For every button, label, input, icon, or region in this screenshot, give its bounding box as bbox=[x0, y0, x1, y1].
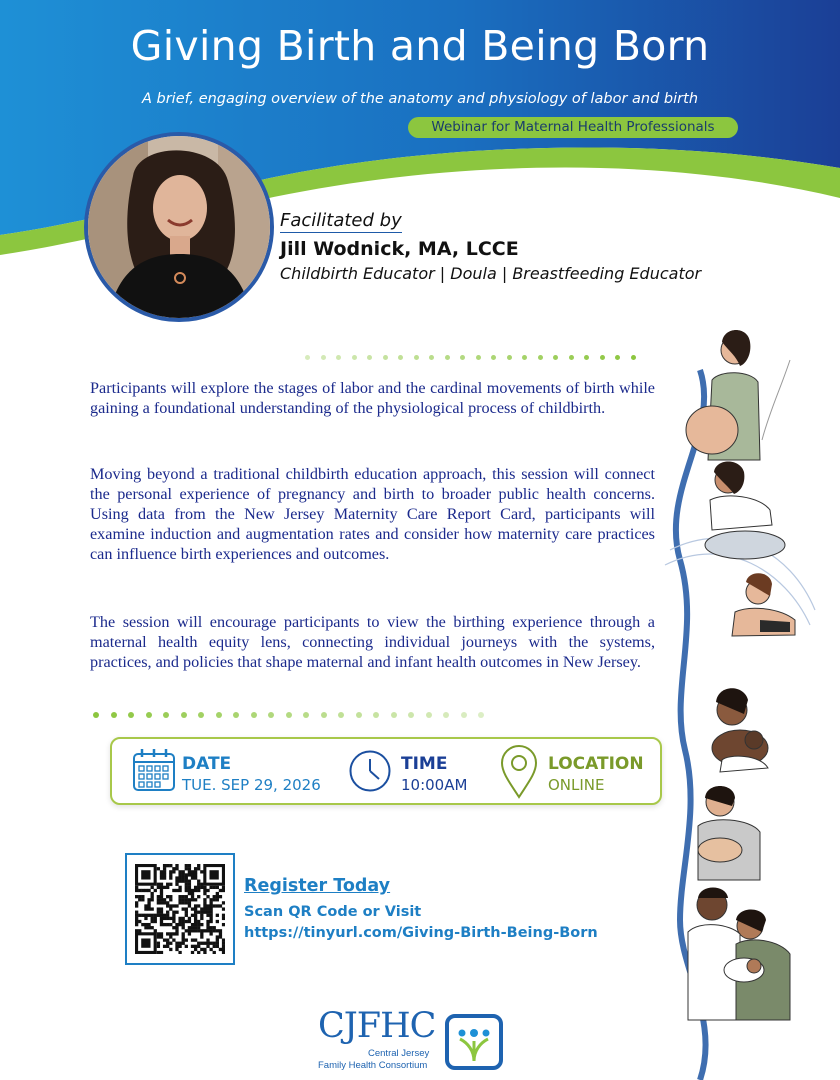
divider-dot bbox=[507, 355, 512, 360]
divider-dot bbox=[615, 355, 620, 360]
divider-dot bbox=[128, 712, 134, 718]
divider-dot bbox=[146, 712, 152, 718]
body-paragraph-2: Moving beyond a traditional childbirth education approach, this session will connect the personal experience of pregnancy and birth to broader public health concerns. Using data from the New Jersey Maternity Care Report Card, participants will examine induction and augmentation rates and consider how maternity care practices can influence birth experiences and outcomes. bbox=[90, 465, 655, 563]
divider-dot bbox=[321, 355, 326, 360]
divider-dot bbox=[383, 355, 388, 360]
divider-dot bbox=[336, 355, 341, 360]
divider-dot bbox=[305, 355, 310, 360]
divider-dot bbox=[233, 712, 239, 718]
qr-code-image bbox=[135, 864, 225, 954]
divider-dot bbox=[111, 712, 117, 718]
divider-dot bbox=[321, 712, 327, 718]
location-pin-icon bbox=[500, 745, 538, 799]
divider-dot bbox=[268, 712, 274, 718]
date-label: DATE bbox=[182, 754, 232, 774]
body-paragraph-3: The session will encourage participants to view the birthing experience through a maternal health equity lens, connecting individual journeys with the systems, practices, and policies that shape maternal and infant health outcomes in New Jersey. bbox=[90, 613, 655, 671]
divider-dot bbox=[631, 355, 636, 360]
divider-dot bbox=[251, 712, 257, 718]
divider-dot bbox=[338, 712, 344, 718]
divider-dot bbox=[478, 712, 484, 718]
qr-code[interactable] bbox=[125, 853, 235, 965]
divider-dot bbox=[553, 355, 558, 360]
divider-dot bbox=[408, 712, 414, 718]
divider-dot bbox=[356, 712, 362, 718]
divider-dot bbox=[460, 355, 465, 360]
time-value: 10:00AM bbox=[401, 776, 468, 794]
divider-dot bbox=[216, 712, 222, 718]
register-link[interactable]: Register Today bbox=[244, 876, 391, 896]
time-label: TIME bbox=[401, 754, 448, 774]
date-value: TUE. SEP 29, 2026 bbox=[182, 776, 321, 794]
family-with-newborn-illustration bbox=[688, 888, 790, 1021]
divider-dot bbox=[373, 712, 379, 718]
cjfhc-logo-mark bbox=[444, 1013, 504, 1071]
divider-dot bbox=[163, 712, 169, 718]
body-paragraph-1: Participants will explore the stages of labor and the cardinal movements of birth while gaining a foundational understanding of the physiological process of childbirth. bbox=[90, 379, 655, 417]
divider-dot bbox=[491, 355, 496, 360]
laboring-woman-resting-illustration bbox=[732, 573, 795, 636]
divider-dot bbox=[429, 355, 434, 360]
divider-dot bbox=[367, 355, 372, 360]
logo-abbreviation: CJFHC bbox=[318, 1006, 436, 1046]
divider-dot bbox=[414, 355, 419, 360]
divider-dot bbox=[181, 712, 187, 718]
divider-dot bbox=[443, 712, 449, 718]
divider-dots-top bbox=[305, 355, 646, 360]
page-subtitle: A brief, engaging overview of the anatomy and physiology of labor and birth bbox=[141, 91, 699, 107]
facilitated-by-label: Facilitated by bbox=[280, 210, 402, 231]
breastfeeding-mother-illustration bbox=[698, 786, 760, 880]
facilitator-roles: Childbirth Educator | Doula | Breastfeeding Educator bbox=[280, 264, 702, 283]
divider-dot bbox=[476, 355, 481, 360]
divider-dot bbox=[352, 355, 357, 360]
divider-dot bbox=[522, 355, 527, 360]
divider-dots-bottom bbox=[93, 712, 496, 718]
facilitator-photo bbox=[84, 132, 274, 322]
register-instruction: Scan QR Code or Visit bbox=[244, 904, 422, 920]
register-url[interactable]: https://tinyurl.com/Giving-Birth-Being-Born bbox=[244, 925, 598, 941]
pregnancy-journey-illustrations bbox=[640, 320, 840, 1080]
webinar-badge: Webinar for Maternal Health Professionals bbox=[408, 117, 738, 138]
divider-dot bbox=[426, 712, 432, 718]
divider-dot bbox=[398, 355, 403, 360]
divider-dot bbox=[538, 355, 543, 360]
location-label: LOCATION bbox=[548, 754, 644, 774]
event-details-box bbox=[110, 737, 662, 805]
divider-dot bbox=[461, 712, 467, 718]
calendar-icon bbox=[132, 747, 176, 793]
divider-dot bbox=[93, 712, 99, 718]
logo-subtitle-line-1: Central Jersey bbox=[368, 1048, 430, 1059]
divider-dot bbox=[584, 355, 589, 360]
mother-holding-newborn-illustration bbox=[712, 688, 768, 772]
divider-dot bbox=[198, 712, 204, 718]
divider-dot bbox=[303, 712, 309, 718]
laboring-woman-kneeling-illustration bbox=[705, 462, 785, 560]
page-title: Giving Birth and Being Born bbox=[130, 22, 710, 70]
divider-dot bbox=[391, 712, 397, 718]
divider-dot bbox=[286, 712, 292, 718]
location-value: ONLINE bbox=[548, 776, 605, 794]
divider-dot bbox=[445, 355, 450, 360]
facilitator-name: Jill Wodnick, MA, LCCE bbox=[280, 238, 519, 260]
divider-dot bbox=[569, 355, 574, 360]
divider-dot bbox=[600, 355, 605, 360]
clock-icon bbox=[348, 749, 392, 793]
logo-subtitle-line-2: Family Health Consortium bbox=[318, 1060, 428, 1071]
